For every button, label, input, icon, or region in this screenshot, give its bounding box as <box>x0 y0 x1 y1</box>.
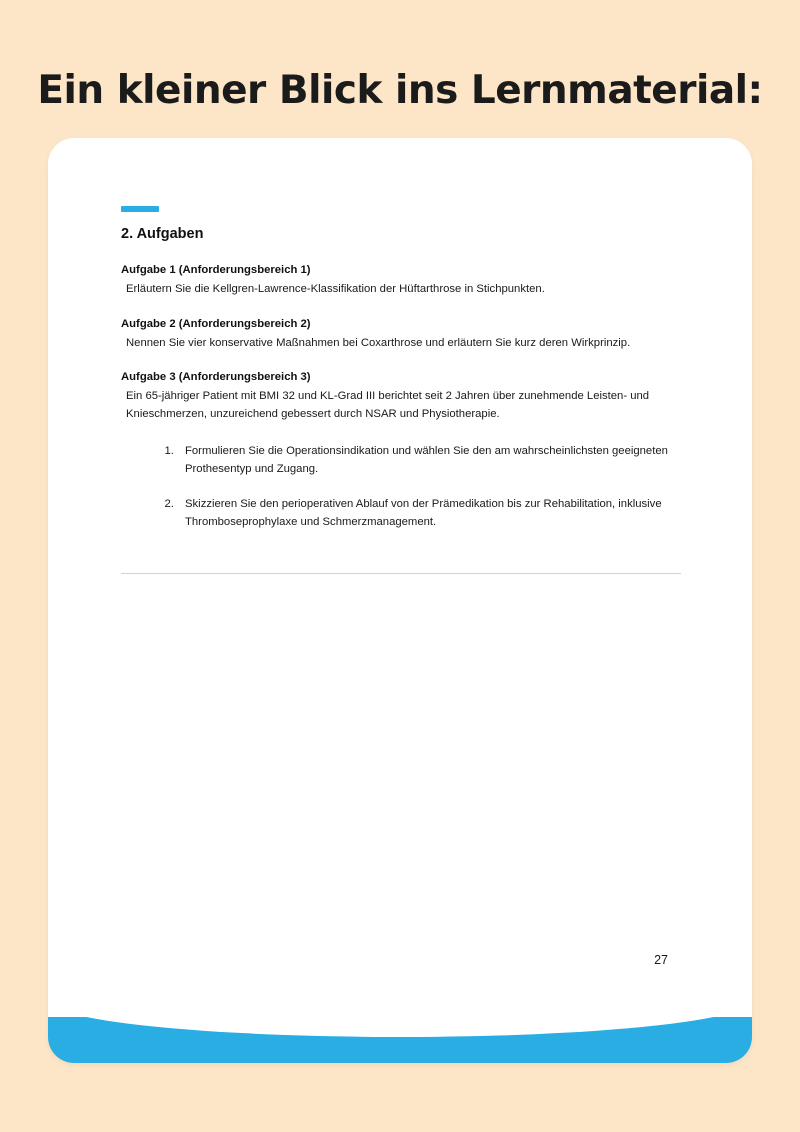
accent-bar-icon <box>121 206 159 212</box>
list-item: 2. Skizzieren Sie den perioperativen Ablauf von der Prämedikation bis zur Rehabilitation, inklusive Thromboseprophylaxe und Schmerzmanagement. <box>177 495 681 532</box>
task-label-3: Aufgabe 3 (Anforderungsbereich 3) <box>121 371 311 383</box>
document-content <box>121 206 681 574</box>
task-label-2: Aufgabe 2 (Anforderungsbereich 2) <box>121 317 311 330</box>
task-block-1 <box>121 264 681 299</box>
task-block-3 <box>121 371 681 423</box>
section-title: 2. Aufgaben <box>121 226 204 242</box>
divider <box>121 573 681 574</box>
document-sheet-inner <box>48 138 752 1063</box>
task-text-2: Nennen Sie vier konservative Maßnahmen bei Coxarthrose und erläutern Sie kurz deren Wirkprinzip. <box>126 336 631 349</box>
subtask-list <box>121 442 681 531</box>
document-sheet <box>48 138 752 1063</box>
list-item: 1. Formulieren Sie die Operationsindikation und wählen Sie den am wahrscheinlichsten geeigneten Prothesentyp und Zugang. <box>177 442 681 479</box>
task-block-2 <box>121 318 681 353</box>
page-title: Ein kleiner Blick ins Lernmaterial: <box>37 68 763 114</box>
page-number: 27 <box>654 953 668 967</box>
task-text-3: Ein 65-jähriger Patient mit BMI 32 und KL-Grad III berichtet seit 2 Jahren über zunehmende Leisten- und Knieschmerzen, unzureichend gebessert durch NSAR und Physiotherapie. <box>126 390 650 420</box>
task-label-1: Aufgabe 1 (Anforderungsbereich 1) <box>121 264 311 276</box>
sheet-footer-band <box>48 1017 752 1063</box>
task-text-1: Erläutern Sie die Kellgren-Lawrence-Klassifikation der Hüftarthrose in Stichpunkten. <box>126 283 545 295</box>
